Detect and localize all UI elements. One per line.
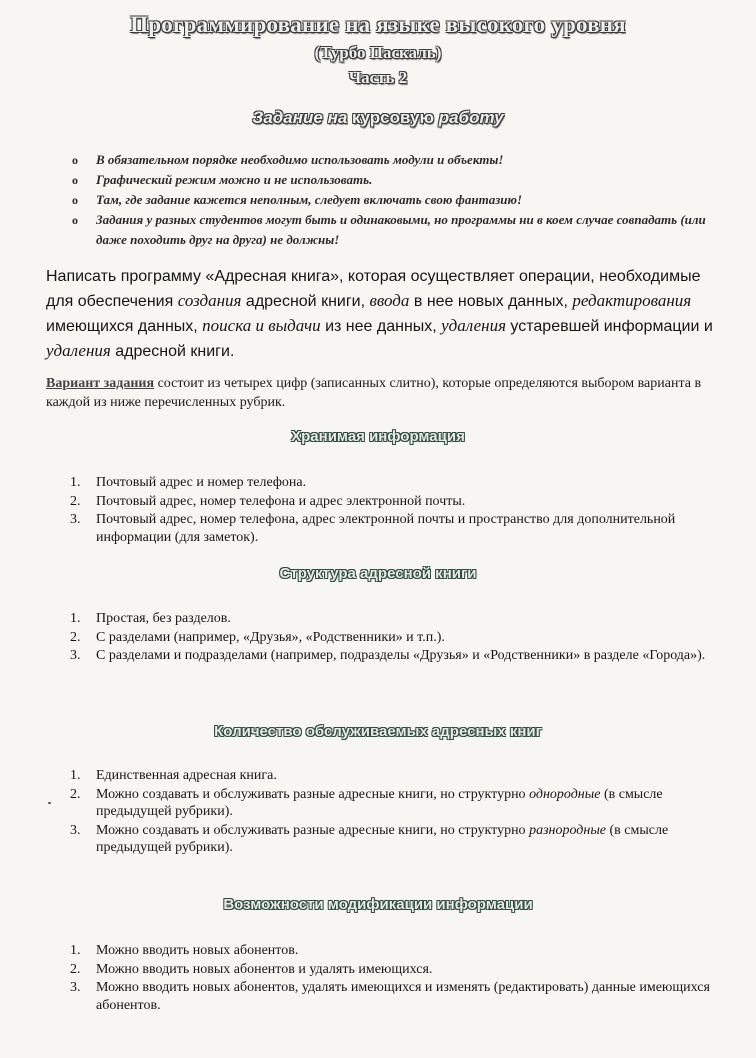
item-text: (в смысле предыдущей рубрики). — [96, 786, 663, 819]
item-number: 1. — [70, 611, 81, 626]
list-item — [70, 647, 730, 665]
list-item — [70, 961, 730, 979]
list-item — [70, 786, 730, 821]
intro-emphasis: поиска и выдачи — [202, 316, 321, 335]
rule-text: Задания у разных студентов могут быть и одинаковыми, но программы ни в коем случае совпадать (или даже походить друг на друга) не должны! — [96, 212, 706, 247]
item-number: 1. — [70, 475, 81, 490]
rule-text: Графический режим можно и не использовать. — [96, 172, 373, 187]
item-text: Можно создавать и обслуживать разные адресные книги, но структурно — [96, 786, 530, 802]
modify-list — [70, 942, 730, 1015]
rule-item — [70, 170, 710, 190]
rule-item — [70, 150, 710, 170]
intro-text: имеющихся данных, — [46, 318, 203, 335]
list-item — [70, 942, 730, 960]
bullet-icon: o — [72, 193, 78, 207]
rules-list — [70, 150, 710, 250]
item-text: Можно создавать и обслуживать разные адресные книги, но структурно — [96, 822, 530, 838]
list-item — [70, 493, 730, 511]
item-emphasis: разнородные — [529, 822, 607, 838]
item-number: 2. — [70, 786, 81, 802]
assignment-heading — [0, 108, 756, 128]
item-number: 3. — [70, 648, 81, 663]
rule-item — [70, 210, 710, 250]
item-text: Единственная адресная книга. — [96, 768, 277, 783]
rule-item — [70, 190, 710, 210]
assignment-heading-post: работу — [433, 108, 504, 127]
intro-text: Написать программу «Адресная книга», которая осуществляет операции, необходимые для обеспечения — [46, 268, 701, 310]
intro-text: устаревшей информации и — [505, 318, 713, 335]
document-title: Программирование на языке высокого уровня — [130, 12, 626, 37]
list-item — [70, 629, 730, 647]
intro-emphasis: ввода — [369, 291, 410, 310]
assignment-heading-pre: Задание на — [252, 108, 353, 127]
document-part: Часть 2 — [348, 68, 408, 87]
item-text: С разделами и подразделами (например, подразделы «Друзья» и «Родственники» в разделе «Города»). — [96, 648, 706, 663]
count-list — [70, 767, 730, 858]
scan-speck — [48, 802, 51, 804]
item-text: Можно вводить новых абонентов. — [96, 943, 299, 958]
list-item — [70, 511, 730, 546]
structure-list — [70, 610, 730, 666]
intro-text: в нее новых данных, — [409, 293, 573, 310]
item-emphasis: однородные — [529, 786, 601, 802]
document-subtitle: (Турбо Паскаль) — [314, 43, 442, 62]
item-text: Можно вводить новых абонентов и удалять имеющихся. — [96, 961, 433, 977]
section-heading-structure: Структура адресной книги — [279, 565, 477, 582]
item-number: 3. — [70, 980, 81, 995]
intro-text: адресной книги. — [110, 343, 235, 360]
variant-label: Вариант задания — [46, 376, 155, 391]
item-text: Простая, без разделов. — [96, 611, 231, 626]
list-item — [70, 474, 730, 492]
item-text: С разделами (например, «Друзья», «Родственники» и т.п.). — [96, 629, 445, 645]
item-text: Почтовый адрес и номер телефона. — [96, 475, 307, 490]
item-text: Почтовый адрес, номер телефона, адрес электронной почты и пространство для дополнительной информации (для заметок). — [96, 512, 676, 545]
variant-description — [46, 374, 706, 412]
list-item — [70, 822, 730, 857]
item-number: 2. — [70, 493, 81, 509]
section-heading-count: Количество обслуживаемых адресных книг — [214, 723, 542, 740]
item-number: 1. — [70, 943, 81, 958]
rule-text: В обязательном порядке необходимо использовать модули и объекты! — [96, 152, 504, 167]
section-heading-stored: Хранимая информация — [291, 428, 465, 445]
variant-text: состоит из четырех цифр (записанных слитно), которые определяются выбором варианта в каждой из ниже перечисленных рубрик. — [46, 376, 702, 410]
list-item — [70, 979, 730, 1014]
intro-emphasis: создания — [177, 291, 242, 310]
intro-text: адресной книги, — [241, 293, 370, 310]
item-text: Почтовый адрес, номер телефона и адрес электронной почты. — [96, 493, 466, 509]
rule-text: Там, где задание кажется неполным, следует включать свою фантазию! — [96, 192, 523, 207]
item-number: 1. — [70, 768, 81, 783]
item-number: 2. — [70, 629, 81, 645]
list-item — [70, 767, 730, 785]
stored-info-list — [70, 474, 730, 547]
item-text: Можно вводить новых абонентов, удалять имеющихся и изменять (редактировать) данные имеющихся абонентов. — [96, 980, 710, 1013]
intro-emphasis: редактирования — [572, 291, 692, 310]
bullet-icon: o — [72, 153, 78, 167]
intro-text: из нее данных, — [320, 318, 442, 335]
assignment-heading-mid: курсовую — [352, 108, 434, 127]
item-number: 3. — [70, 822, 81, 838]
list-item — [70, 610, 730, 628]
intro-emphasis: удаления — [46, 341, 111, 360]
bullet-icon: o — [72, 173, 78, 187]
item-number: 2. — [70, 961, 81, 977]
item-number: 3. — [70, 512, 81, 527]
task-description — [46, 265, 726, 364]
bullet-icon: o — [72, 213, 78, 227]
intro-emphasis: удаления — [441, 316, 506, 335]
item-text: (в смысле предыдущей рубрики). — [96, 822, 669, 855]
section-heading-modify: Возможности модификации информации — [223, 896, 533, 913]
